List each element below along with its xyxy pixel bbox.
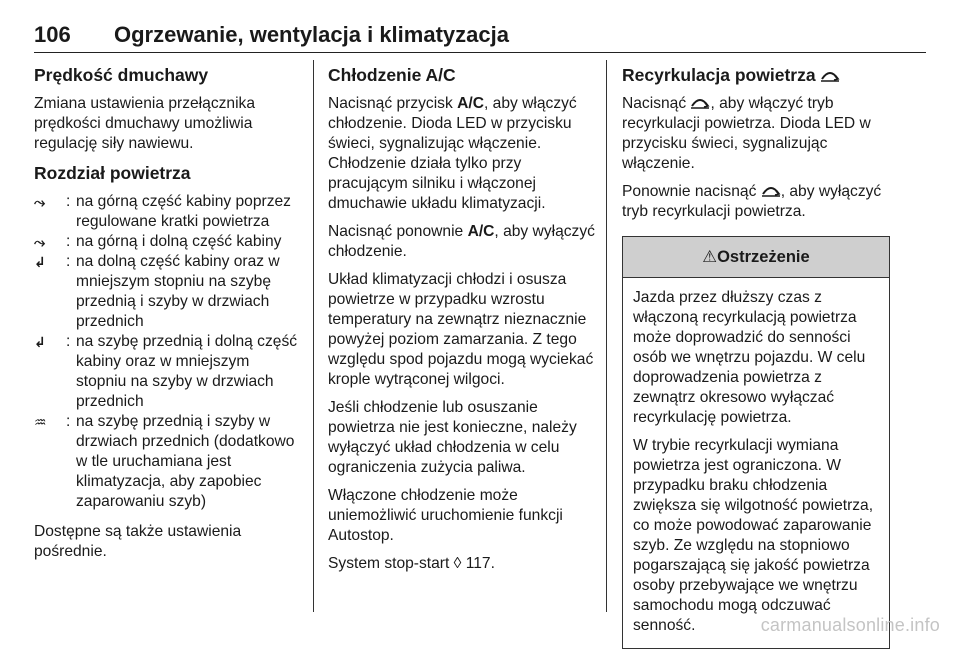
column-recirculation (622, 60, 890, 649)
text: Nacisnąć przycisk (328, 95, 458, 112)
page-header (34, 14, 926, 53)
separator: : (66, 193, 71, 210)
distribution-item (34, 252, 302, 332)
cooling-paragraph-4: Jeśli chłodzenie lub osuszanie powietrza nie jest konieczne, należy wyłączyć układ chłodzenia w celu ograniczenia zużycia paliwa. (328, 399, 577, 476)
defrost-icon: ♒ (34, 414, 47, 430)
distribution-item-text: na górną część kabiny poprzez regulowane kratki powietrza (76, 193, 291, 230)
recirculation-icon (761, 185, 781, 197)
separator: : (66, 233, 71, 250)
cooling-paragraph-2 (328, 222, 598, 262)
text: Ponownie nacisnąć (622, 183, 761, 200)
column-divider (606, 60, 607, 612)
text: Nacisnąć (622, 95, 691, 112)
distribution-item (34, 192, 302, 232)
page-reference[interactable]: 117. (461, 555, 495, 572)
recirc-paragraph-2 (622, 182, 890, 222)
warning-paragraph-2: W trybie recyrkulacji wymiana powietrza jest ograniczona. W przypadku braku chłodzenia zwiększa się wilgotność powietrza, co może powodować zaparowanie szyb. Ze względu na stopniowo pogarszającą się jakość powietrza osoby przebywające we wnętrzu samochodu mogą odczuwać senność. (633, 437, 874, 634)
separator: : (66, 413, 71, 430)
blower-text: Zmiana ustawienia przełącznika prędkości dmuchawy umożliwia regulację siły nawiewu. (34, 95, 256, 152)
recirculation-icon (690, 97, 710, 109)
distribution-item (34, 332, 302, 412)
closing-text: Dostępne są także ustawienia pośrednie. (34, 523, 242, 560)
distribution-list (34, 192, 302, 512)
warning-title: Ostrzeżenie (717, 248, 810, 266)
cooling-paragraph-3: Układ klimatyzacji chłodzi i osusza powietrze w przypadku wzrostu temperatury na zewnątrz nieznacznie powyżej poziom zamarzania. Z tego względu spod pojazdu mogą wyciekać krople wytrąconej wilgoci. (328, 271, 594, 388)
cooling-paragraph-1 (328, 94, 598, 214)
section-heading-distribution: Rozdział powietrza (34, 163, 191, 183)
text: , aby włączyć tryb recyrkulacji powietrza. Dioda LED w przycisku świeci, sygnalizując włączenie. (622, 95, 871, 172)
distribution-item-text: na górną i dolną część kabiny (76, 233, 282, 250)
distribution-item (34, 412, 302, 512)
text: , aby wyłączyć tryb recyrkulacji powietrza. (622, 183, 882, 220)
recirc-paragraph-1 (622, 94, 890, 174)
cooling-paragraph-5: Włączone chłodzenie może uniemożliwić uruchomienie funkcji Autostop. (328, 487, 563, 544)
text: Recyrkulacja powietrza (622, 65, 821, 85)
upper-lower-icon: ⤳ (34, 234, 46, 250)
page-reference-icon: ◊ (453, 555, 462, 572)
distribution-item-text: na dolną część kabiny oraz w mniejszym stopniu na szybę przednią i szyby w drzwiach przednich (76, 253, 280, 330)
warning-box (622, 236, 890, 649)
warning-body (623, 278, 889, 648)
text: , aby włączyć chłodzenie. Dioda LED w przycisku świeci, sygnalizując włączenie. Chłodzenie działa tylko przy pracującym silniku i włączonej dmuchawie układu klimatyzacji. (328, 95, 577, 212)
distribution-item (34, 232, 302, 252)
section-heading-recirculation (622, 64, 890, 86)
upper-vents-icon: ⤳ (34, 194, 46, 210)
text: Nacisnąć ponownie (328, 223, 468, 240)
section-heading-cooling: Chłodzenie A/C (328, 65, 456, 85)
column-divider (313, 60, 314, 612)
chapter-title: Ogrzewanie, wentylacja i klimatyzacja (114, 22, 509, 47)
column-blower (34, 60, 302, 570)
distribution-item-text: na szybę przednią i szyby w drzwiach przednich (dodatkowo w tle uruchamiana jest klimatyzacja, aby zapobiec zaparowaniu szyb) (76, 413, 295, 510)
watermark: carmanualsonline.info (760, 615, 940, 635)
section-heading-blower: Prędkość dmuchawy (34, 65, 209, 85)
warning-header (623, 237, 889, 278)
footwell-icon: ↲ (34, 254, 46, 270)
separator: : (66, 333, 71, 350)
ac-key-label: A/C (457, 95, 484, 112)
distribution-item-text: na szybę przednią i dolną część kabiny oraz w mniejszym stopniu na szyby w drzwiach przednich (76, 333, 298, 410)
recirculation-icon (820, 70, 840, 82)
text: System stop-start (328, 555, 454, 572)
page-number: 106 (34, 22, 71, 47)
separator: : (66, 253, 71, 270)
cooling-paragraph-6 (328, 554, 598, 574)
windscreen-footwell-icon: ↲ (34, 334, 46, 350)
warning-paragraph-1: Jazda przez dłuższy czas z włączoną recyrkulacją powietrza może doprowadzić do senności osób we wnętrzu pojazdu. W celu doprowadzenia powietrza z zewnątrz okresowo wyłączać recyrkulację powietrza. (633, 289, 866, 426)
text: , aby wyłączyć chłodzenie. (328, 223, 595, 260)
ac-key-label: A/C (467, 223, 495, 240)
warning-icon: ⚠ (702, 248, 718, 266)
column-cooling (328, 60, 598, 582)
